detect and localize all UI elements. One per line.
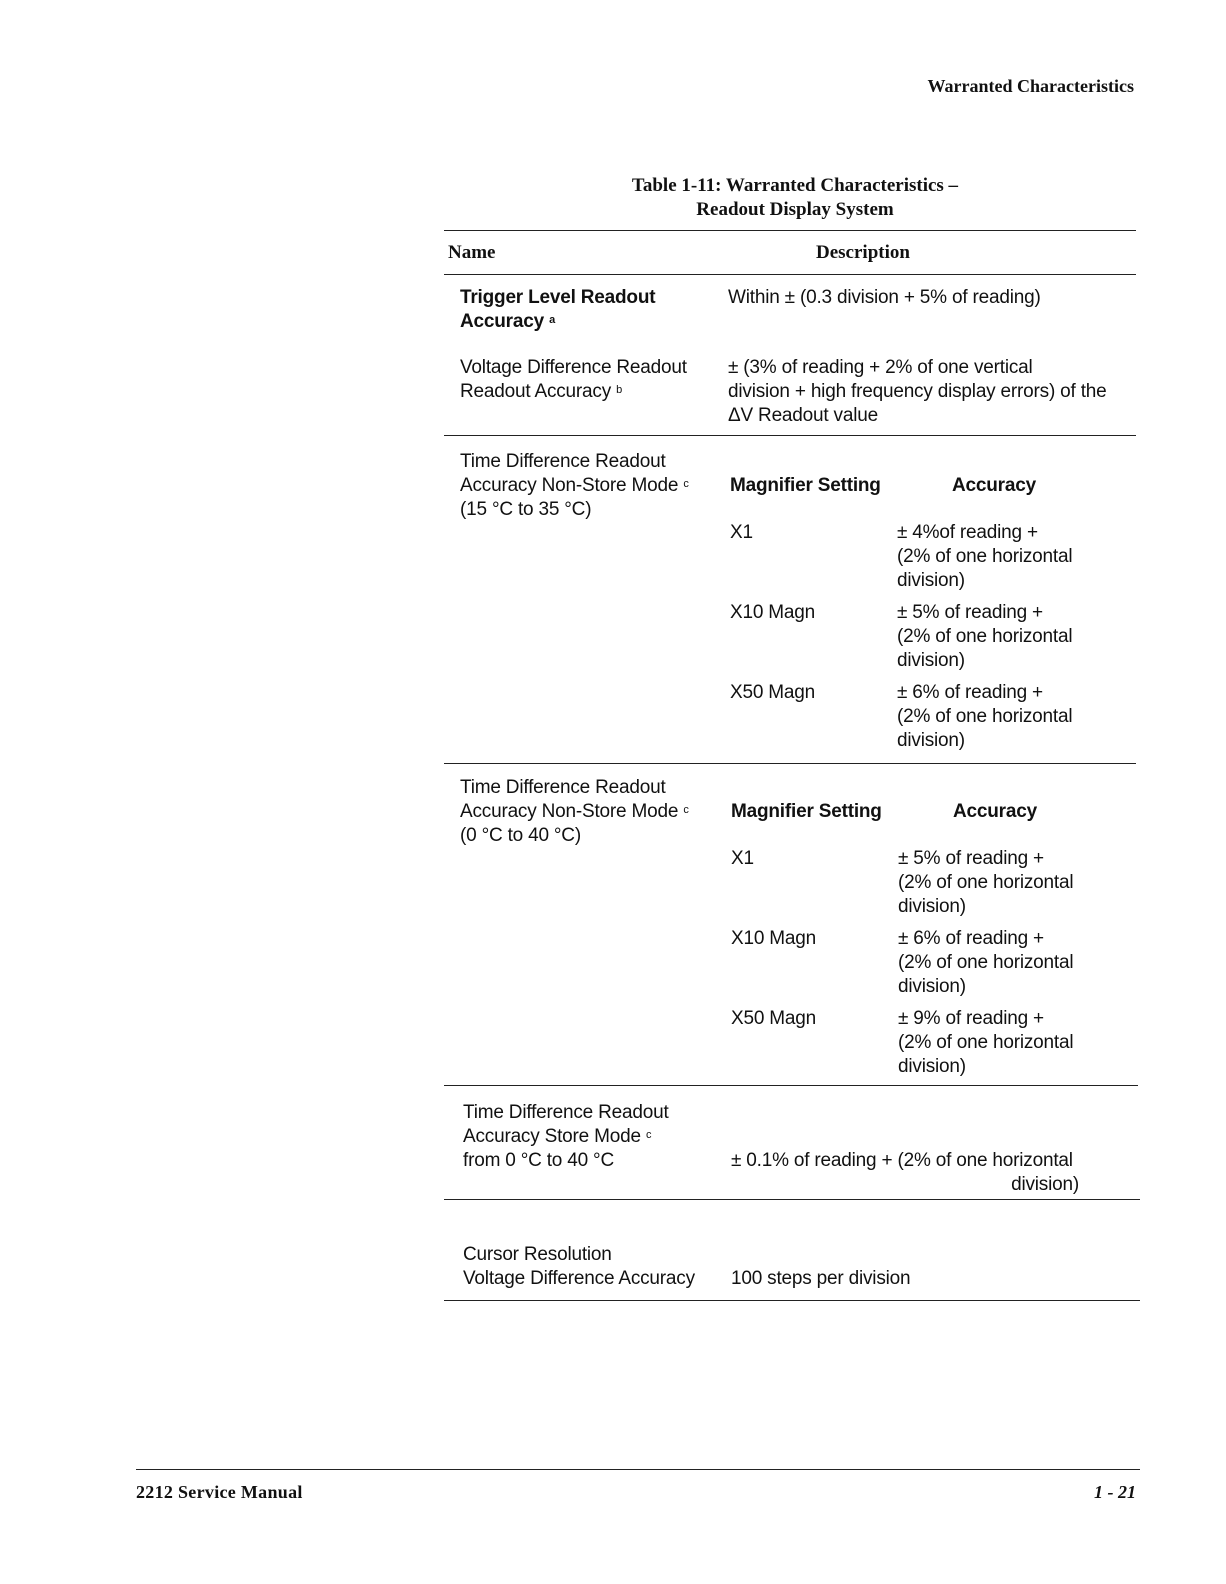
time1-name-line-1: Time Difference Readout — [460, 451, 666, 472]
table-caption — [560, 174, 1030, 222]
footnote-marker: c — [683, 804, 689, 816]
accuracy-line: division) — [897, 570, 965, 591]
time1-setting-x50: X50 Magn — [730, 682, 816, 703]
cursor-description: 100 steps per division — [731, 1268, 911, 1289]
footnote-marker: b — [616, 384, 623, 396]
accuracy-line: division) — [898, 896, 966, 917]
accuracy-line: ± 5% of reading + — [897, 602, 1043, 623]
time2-accuracy-x1 — [898, 847, 1073, 919]
accuracy-line: ± 6% of reading + — [898, 928, 1044, 949]
accuracy-line: division) — [898, 976, 966, 997]
footnote-marker: c — [645, 1129, 652, 1141]
time2-name-line-3: (0 °C to 40 °C) — [460, 825, 581, 846]
accuracy-line: ± 4%of reading + — [897, 522, 1038, 543]
time1-accuracy-x1 — [897, 521, 1072, 593]
time3-name — [463, 1101, 669, 1173]
column-header-description: Description — [816, 242, 910, 263]
time1-subheader-setting: Magnifier Setting — [730, 475, 881, 496]
accuracy-line: division) — [897, 730, 965, 751]
time2-name-line-1: Time Difference Readout — [460, 777, 666, 798]
time1-name-line-2: Accuracy Non-Store Mode — [460, 475, 679, 496]
trigger-name-line-2: Accuracy — [460, 311, 544, 332]
column-header-name: Name — [448, 242, 496, 263]
voltage-description — [728, 356, 1107, 428]
footer-manual-title: 2212 Service Manual — [136, 1482, 303, 1502]
accuracy-line: (2% of one horizontal — [898, 1032, 1074, 1053]
accuracy-line: (2% of one horizontal — [898, 952, 1074, 973]
time2-setting-x1: X1 — [731, 848, 754, 869]
table-top-rule — [444, 230, 1136, 231]
footer-page-number: 1 - 21 — [1094, 1482, 1136, 1502]
time2-subheader-setting: Magnifier Setting — [731, 801, 882, 822]
time2-name — [460, 776, 689, 848]
footnote-marker: a — [549, 314, 555, 326]
accuracy-line: (2% of one horizontal — [897, 546, 1073, 567]
time1-setting-x10: X10 Magn — [730, 602, 816, 623]
voltage-desc-line-2: division + high frequency display errors) of the — [728, 381, 1107, 402]
accuracy-line: (2% of one horizontal — [897, 706, 1073, 727]
time1-accuracy-x10 — [897, 601, 1072, 673]
cursor-name — [463, 1243, 695, 1291]
table-bottom-rule — [444, 1300, 1140, 1301]
row-rule — [444, 763, 1136, 764]
row-rule — [444, 1199, 1140, 1200]
voltage-name-line-1: Voltage Difference Readout — [460, 357, 687, 378]
time2-accuracy-x10 — [898, 927, 1073, 999]
accuracy-line: division) — [898, 1056, 966, 1077]
trigger-description: Within ± (0.3 division + 5% of reading) — [728, 287, 1041, 308]
voltage-name-line-2: Readout Accuracy — [460, 381, 611, 402]
time1-setting-x1: X1 — [730, 522, 753, 543]
time1-name — [460, 450, 689, 522]
row-rule — [444, 435, 1136, 436]
accuracy-line: (2% of one horizontal — [898, 872, 1074, 893]
time3-name-line-2: Accuracy Store Mode — [463, 1126, 641, 1147]
accuracy-line: ± 5% of reading + — [898, 848, 1044, 869]
time3-desc-line-2: division) — [1011, 1174, 1079, 1195]
accuracy-line: division) — [897, 650, 965, 671]
row-rule — [444, 1085, 1138, 1086]
voltage-desc-line-3: ΔV Readout value — [728, 405, 878, 426]
time3-name-line-1: Time Difference Readout — [463, 1102, 669, 1123]
cursor-name-line-2: Voltage Difference Accuracy — [463, 1268, 695, 1289]
caption-line-1: Table 1-11: Warranted Characteristics – — [631, 175, 959, 196]
time2-name-line-2: Accuracy Non-Store Mode — [460, 801, 679, 822]
caption-line-2: Readout Display System — [696, 199, 894, 220]
time1-accuracy-x50 — [897, 681, 1072, 753]
cursor-name-line-1: Cursor Resolution — [463, 1244, 612, 1265]
accuracy-line: (2% of one horizontal — [897, 626, 1073, 647]
time2-setting-x10: X10 Magn — [731, 928, 817, 949]
time2-setting-x50: X50 Magn — [731, 1008, 817, 1029]
accuracy-line: ± 6% of reading + — [897, 682, 1043, 703]
time1-name-line-3: (15 °C to 35 °C) — [460, 499, 592, 520]
accuracy-line: ± 9% of reading + — [898, 1008, 1044, 1029]
header-rule — [444, 274, 1136, 275]
time3-desc-line-1: ± 0.1% of reading + (2% of one horizontal — [731, 1150, 1073, 1171]
footer-rule — [136, 1469, 1140, 1470]
time2-subheader-accuracy: Accuracy — [953, 801, 1037, 822]
voltage-desc-line-1: ± (3% of reading + 2% of one vertical — [728, 357, 1033, 378]
running-header: Warranted Characteristics — [927, 76, 1134, 96]
time1-subheader-accuracy: Accuracy — [952, 475, 1036, 496]
voltage-name — [460, 356, 687, 404]
time2-accuracy-x50 — [898, 1007, 1073, 1079]
trigger-name — [460, 286, 655, 334]
trigger-name-line-1: Trigger Level Readout — [460, 287, 656, 308]
time3-name-line-3: from 0 °C to 40 °C — [463, 1150, 614, 1171]
footnote-marker: c — [683, 478, 689, 490]
